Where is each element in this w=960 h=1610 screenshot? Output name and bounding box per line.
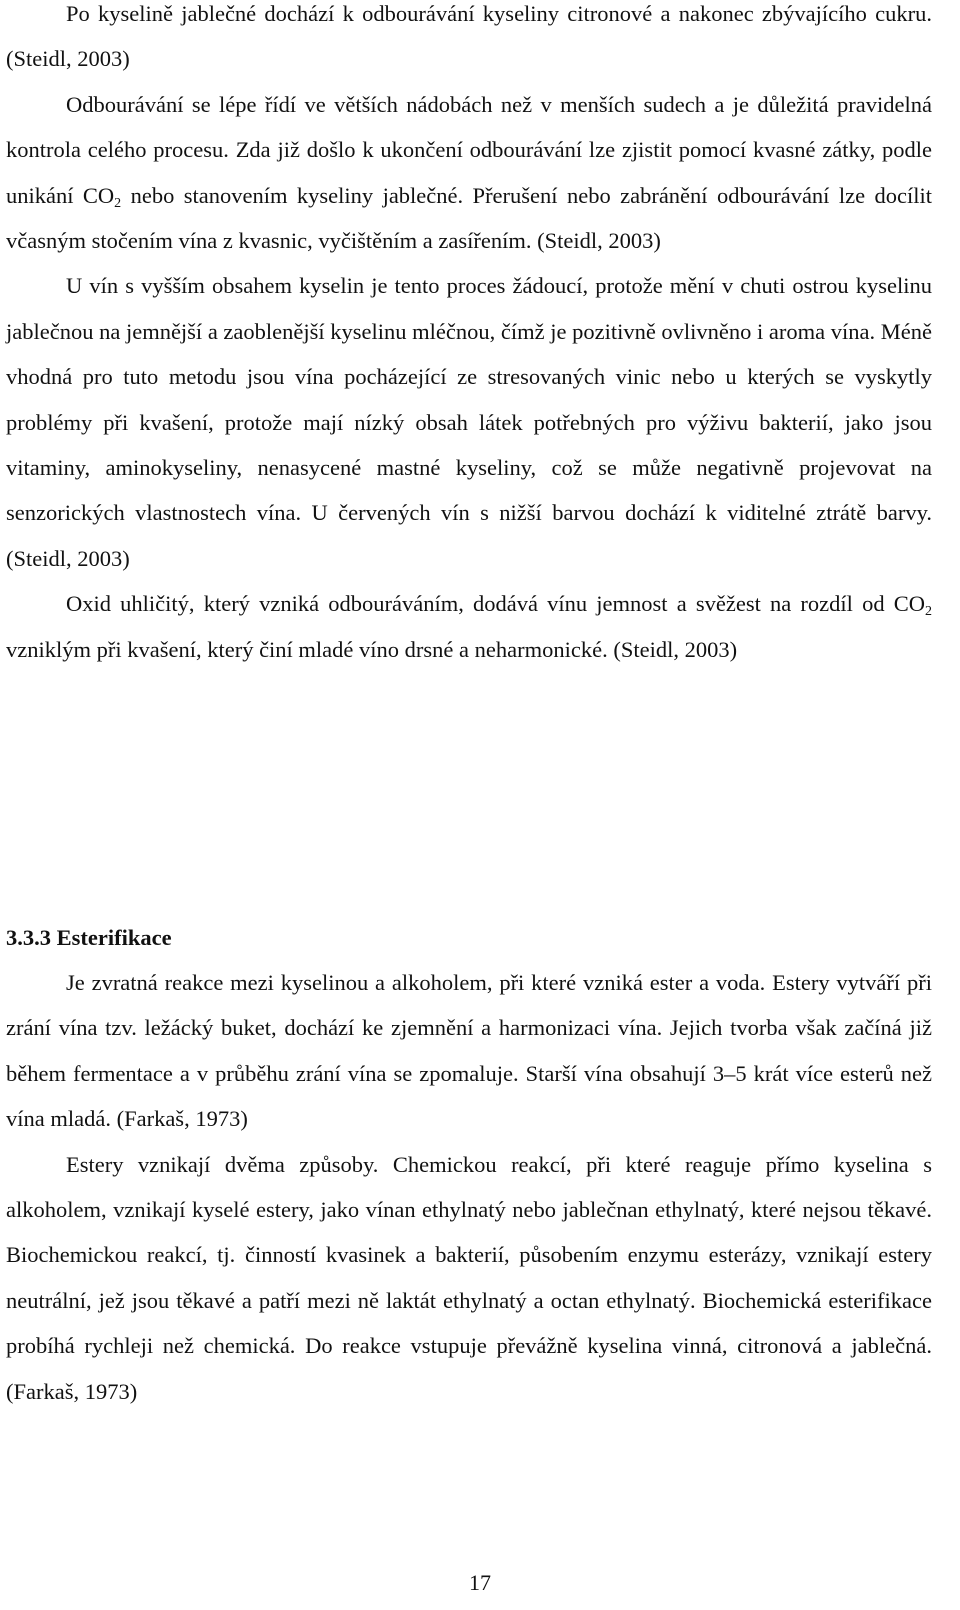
paragraph-text: nebo stanovením kyseliny jablečné. Přerušení nebo zabránění odbourávání lze docílit včasným stočením vína z kvasnic, vyčištěním a zasířením. (Steidl, 2003) [6, 182, 932, 254]
page-number: 17 [469, 1570, 491, 1595]
paragraph-high-acid-wines: U vín s vyšším obsahem kyselin je tento proces žádoucí, protože mění v chuti ostrou kyselinu jablečnou na jemnější a zaoblenější kyselinu mléčnou, čímž je pozitivně ovlivněno i aroma vína. Méně vhodná pro tuto metodu jsou vína pocházející ze stresovaných vinic nebo u kterých se vyskytly problémy při kvašení, protože mají nízký obsah látek potřebných pro výživu bakterií, jako jsou vitaminy, aminokyseliny, nenasycené mastné kyseliny, což se může negativně projevovat na senzorických vlastnostech vína. U červených vín s nižší barvou dochází k viditelné ztrátě barvy. (Steidl, 2003) [6, 273, 932, 571]
paragraph-citric-acid: Po kyselině jablečné dochází k odbourávání kyseliny citronové a nakonec zbývajícího cukru. (Steidl, 2003) [6, 1, 932, 72]
paragraph-esterifikace-methods: Estery vznikají dvěma způsoby. Chemickou reakcí, při které reaguje přímo kyselina s alkoholem, vznikají kyselé estery, jako vínan ethylnatý nebo jablečnan ethylnatý, které nejsou těkavé. Biochemickou reakcí, tj. činností kvasinek a bakterií, působením enzymu esterázy, vznikají estery neutrální, jež jsou těkavé a patří mezi ně laktát ethylnatý a octan ethylnatý. Biochemická esterifikace probíhá rychleji než chemická. Do reakce vstupuje převážně kyselina vinná, citronová a jablečná. (Farkaš, 1973) [6, 1151, 932, 1404]
paragraph-esterifikace-definition: Je zvratná reakce mezi kyselinou a alkoholem, při které vzniká ester a voda. Estery vytváří při zrání vína tzv. ležácký buket, dochází ke zjemnění a harmonizaci vína. Jejich tvorba však začíná již během fermentace a v průběhu zrání vína se zpomaluje. Starší vína obsahují 3–5 krát více esterů než vína mladá. (Farkaš, 1973) [6, 970, 932, 1132]
paragraph-text: Odbourávání se lépe řídí ve větších nádobách než v menších sudech a je důležitá pravidelná kontrola celého procesu. Zda již došlo k ukončení odbourávání lze zjistit pomocí kvasné zátky, podle unikání CO [6, 91, 932, 208]
subscript-2: 2 [925, 604, 932, 620]
paragraph-carbon-dioxide [6, 581, 932, 672]
document-body-top [6, 0, 932, 672]
paragraph-text: Oxid uhličitý, který vzniká odbouráváním, dodává vínu jemnost a svěžest na rozdíl od CO [66, 591, 925, 617]
subscript-2: 2 [114, 195, 122, 211]
section-heading-esterifikace: 3.3.3 Esterifikace [6, 925, 172, 950]
paragraph-odbouravani-control [6, 82, 932, 264]
document-body-section [6, 960, 932, 1414]
paragraph-text: vzniklým při kvašení, který činí mladé víno drsné a neharmonické. (Steidl, 2003) [6, 636, 738, 662]
